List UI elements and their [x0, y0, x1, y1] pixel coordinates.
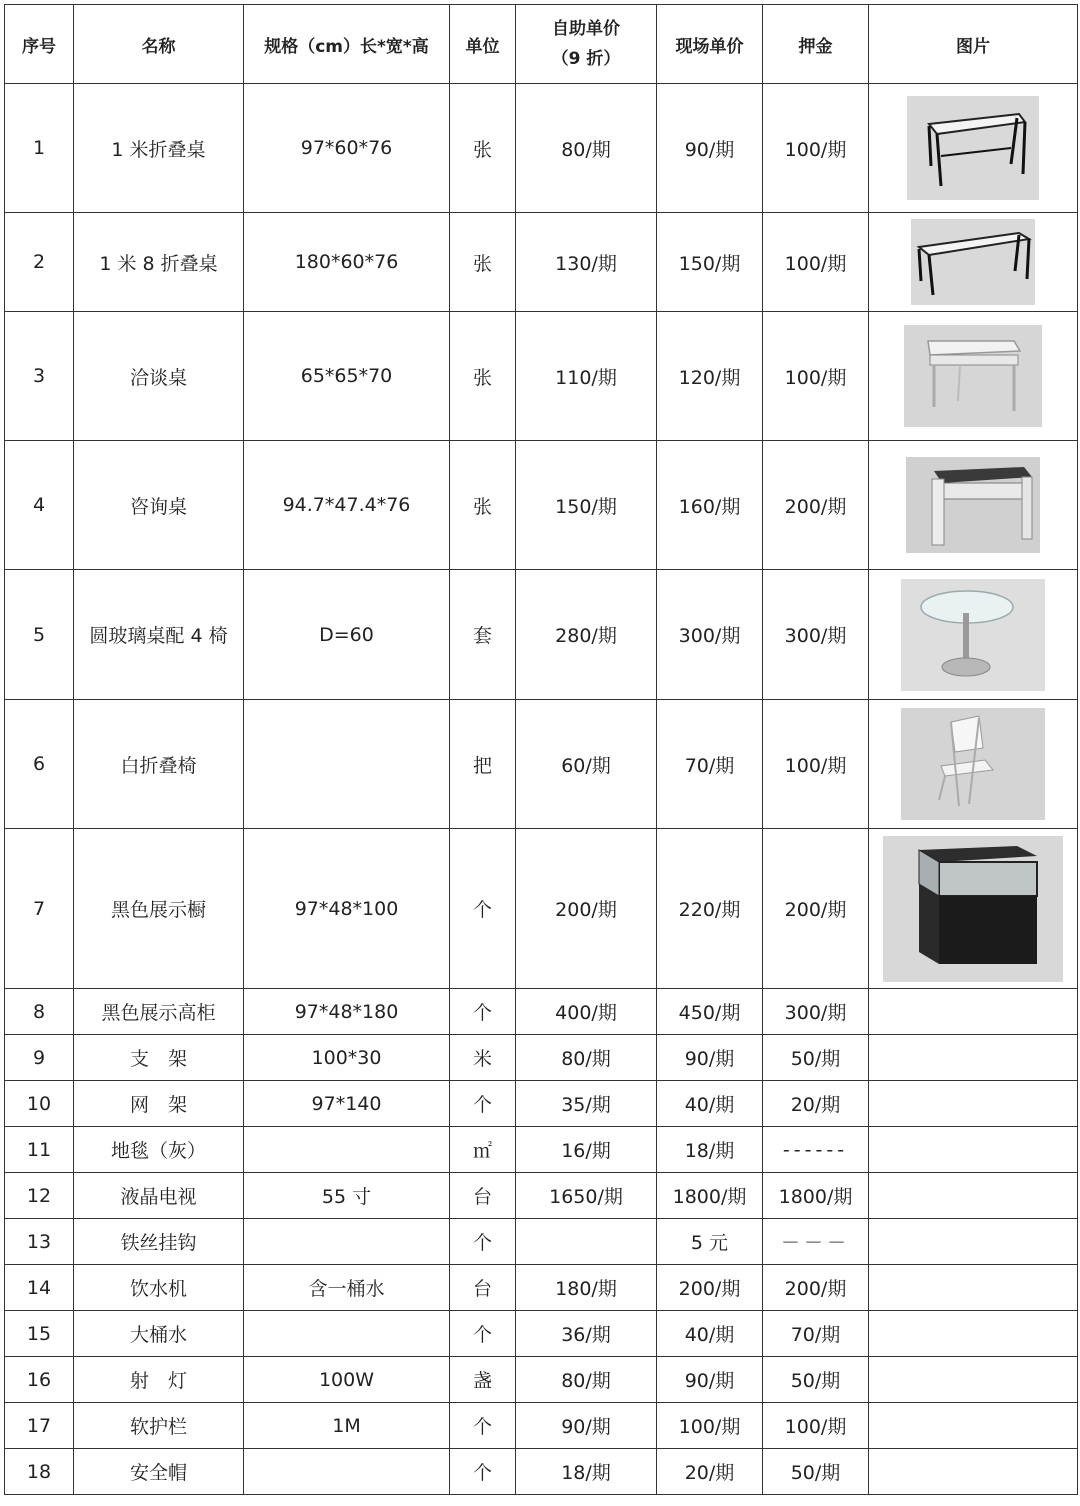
cell-unit: 套 [450, 570, 516, 700]
cell-no: 6 [5, 700, 74, 829]
cell-name: 饮水机 [74, 1265, 244, 1311]
cell-unit: 张 [450, 84, 516, 213]
cell-deposit: 100/期 [763, 213, 869, 312]
header-name: 名称 [74, 5, 244, 84]
cell-deposit: 50/期 [763, 1035, 869, 1081]
cell-onsite-price: 40/期 [657, 1311, 763, 1357]
cell-unit: 个 [450, 829, 516, 989]
cell-unit: 台 [450, 1265, 516, 1311]
cell-onsite-price: 450/期 [657, 989, 763, 1035]
cell-spec: 1M [244, 1403, 450, 1449]
table-row [5, 570, 1078, 700]
cell-no: 9 [5, 1035, 74, 1081]
cell-deposit: 300/期 [763, 570, 869, 700]
round-glass-table-image [901, 579, 1045, 691]
cell-spec [244, 700, 450, 829]
cell-no: 14 [5, 1265, 74, 1311]
cell-spec: 97*60*76 [244, 84, 450, 213]
header-row [5, 5, 1078, 84]
cell-no: 16 [5, 1357, 74, 1403]
header-deposit: 押金 [763, 5, 869, 84]
header-image: 图片 [869, 5, 1078, 84]
cell-onsite-price: 150/期 [657, 213, 763, 312]
cell-onsite-price: 220/期 [657, 829, 763, 989]
cell-self-price: 80/期 [516, 1035, 657, 1081]
cell-no: 8 [5, 989, 74, 1035]
price-table [4, 4, 1078, 1495]
cell-unit: 张 [450, 441, 516, 570]
cell-image [869, 1173, 1078, 1219]
cell-spec: 180*60*76 [244, 213, 450, 312]
cell-onsite-price: 5 元 [657, 1219, 763, 1265]
cell-onsite-price: 20/期 [657, 1449, 763, 1495]
table-row [5, 1127, 1078, 1173]
cell-deposit: 100/期 [763, 700, 869, 829]
table-row [5, 213, 1078, 312]
cell-no: 5 [5, 570, 74, 700]
cell-image [869, 1081, 1078, 1127]
header-unit: 单位 [450, 5, 516, 84]
table-row [5, 1357, 1078, 1403]
cell-spec [244, 1311, 450, 1357]
table-row [5, 829, 1078, 989]
cell-image [869, 700, 1078, 829]
cell-self-price: 1650/期 [516, 1173, 657, 1219]
cell-name: 液晶电视 [74, 1173, 244, 1219]
cell-deposit: 200/期 [763, 1265, 869, 1311]
cell-deposit: 50/期 [763, 1449, 869, 1495]
cell-self-price: 18/期 [516, 1449, 657, 1495]
table-row [5, 1311, 1078, 1357]
cell-self-price: 150/期 [516, 441, 657, 570]
folding-table-1-8m-image [911, 219, 1035, 305]
cell-unit: 个 [450, 1403, 516, 1449]
header-self-price [516, 5, 657, 84]
cell-image [869, 1357, 1078, 1403]
cell-no: 18 [5, 1449, 74, 1495]
table-row [5, 1219, 1078, 1265]
cell-no: 1 [5, 84, 74, 213]
cell-spec: 97*48*100 [244, 829, 450, 989]
header-self-price-line1: 自助单价 [552, 19, 620, 39]
cell-image [869, 1035, 1078, 1081]
cell-no: 15 [5, 1311, 74, 1357]
cell-unit: 个 [450, 1219, 516, 1265]
cell-self-price: 80/期 [516, 84, 657, 213]
cell-onsite-price: 100/期 [657, 1403, 763, 1449]
cell-name: 洽谈桌 [74, 312, 244, 441]
negotiation-table-image [904, 325, 1042, 427]
cell-self-price: 16/期 [516, 1127, 657, 1173]
cell-name: 软护栏 [74, 1403, 244, 1449]
cell-deposit: 200/期 [763, 829, 869, 989]
cell-image [869, 570, 1078, 700]
cell-onsite-price: 160/期 [657, 441, 763, 570]
cell-deposit: 20/期 [763, 1081, 869, 1127]
cell-deposit: 100/期 [763, 312, 869, 441]
cell-name: 地毯（灰） [74, 1127, 244, 1173]
cell-self-price: 60/期 [516, 700, 657, 829]
cell-spec: 55 寸 [244, 1173, 450, 1219]
cell-onsite-price: 200/期 [657, 1265, 763, 1311]
table-body [5, 84, 1078, 1495]
cell-deposit: 300/期 [763, 989, 869, 1035]
cell-image [869, 441, 1078, 570]
cell-deposit: 100/期 [763, 1403, 869, 1449]
cell-name: 铁丝挂钩 [74, 1219, 244, 1265]
cell-onsite-price: 90/期 [657, 1035, 763, 1081]
header-self-price-line2: （9 折） [551, 49, 621, 69]
cell-self-price: 36/期 [516, 1311, 657, 1357]
cell-unit: 张 [450, 312, 516, 441]
cell-deposit: 200/期 [763, 441, 869, 570]
cell-spec [244, 1219, 450, 1265]
cell-name: 网 架 [74, 1081, 244, 1127]
table-row [5, 989, 1078, 1035]
table-row [5, 1449, 1078, 1495]
cell-self-price: 130/期 [516, 213, 657, 312]
table-row [5, 1403, 1078, 1449]
cell-unit: 盏 [450, 1357, 516, 1403]
cell-deposit: －－－ [763, 1219, 869, 1265]
cell-unit: 个 [450, 989, 516, 1035]
cell-image [869, 84, 1078, 213]
consultation-desk-image [906, 457, 1040, 553]
cell-deposit: ------ [763, 1127, 869, 1173]
cell-image [869, 312, 1078, 441]
cell-onsite-price: 90/期 [657, 1357, 763, 1403]
cell-name: 咨询桌 [74, 441, 244, 570]
cell-self-price: 90/期 [516, 1403, 657, 1449]
cell-image [869, 1311, 1078, 1357]
cell-spec [244, 1449, 450, 1495]
table-row [5, 1035, 1078, 1081]
cell-spec: 100W [244, 1357, 450, 1403]
cell-no: 4 [5, 441, 74, 570]
cell-unit: 台 [450, 1173, 516, 1219]
header-spec: 规格（cm）长*宽*高 [244, 5, 450, 84]
cell-image [869, 1403, 1078, 1449]
table-row [5, 700, 1078, 829]
cell-no: 2 [5, 213, 74, 312]
cell-deposit: 1800/期 [763, 1173, 869, 1219]
cell-name: 安全帽 [74, 1449, 244, 1495]
cell-spec: 含一桶水 [244, 1265, 450, 1311]
cell-deposit: 70/期 [763, 1311, 869, 1357]
folding-table-1m-image [907, 96, 1039, 200]
black-display-case-image [883, 836, 1063, 982]
table-row [5, 1173, 1078, 1219]
header-no: 序号 [5, 5, 74, 84]
cell-deposit: 50/期 [763, 1357, 869, 1403]
cell-onsite-price: 18/期 [657, 1127, 763, 1173]
cell-image [869, 989, 1078, 1035]
cell-image [869, 213, 1078, 312]
cell-name: 支 架 [74, 1035, 244, 1081]
cell-self-price: 35/期 [516, 1081, 657, 1127]
cell-image [869, 1127, 1078, 1173]
cell-no: 11 [5, 1127, 74, 1173]
cell-image [869, 1219, 1078, 1265]
cell-name: 白折叠椅 [74, 700, 244, 829]
cell-no: 7 [5, 829, 74, 989]
cell-no: 10 [5, 1081, 74, 1127]
cell-no: 17 [5, 1403, 74, 1449]
cell-unit: 米 [450, 1035, 516, 1081]
cell-name: 大桶水 [74, 1311, 244, 1357]
cell-unit: ㎡ [450, 1127, 516, 1173]
cell-name: 1 米折叠桌 [74, 84, 244, 213]
cell-onsite-price: 1800/期 [657, 1173, 763, 1219]
cell-spec: 100*30 [244, 1035, 450, 1081]
cell-onsite-price: 90/期 [657, 84, 763, 213]
cell-self-price: 80/期 [516, 1357, 657, 1403]
cell-self-price: 180/期 [516, 1265, 657, 1311]
white-folding-chair-image [901, 708, 1045, 820]
cell-name: 黑色展示高柜 [74, 989, 244, 1035]
cell-name: 圆玻璃桌配 4 椅 [74, 570, 244, 700]
table-row [5, 312, 1078, 441]
table-row [5, 84, 1078, 213]
cell-image [869, 829, 1078, 989]
cell-self-price [516, 1219, 657, 1265]
cell-onsite-price: 40/期 [657, 1081, 763, 1127]
cell-self-price: 110/期 [516, 312, 657, 441]
cell-no: 13 [5, 1219, 74, 1265]
cell-name: 黑色展示橱 [74, 829, 244, 989]
cell-spec [244, 1127, 450, 1173]
cell-unit: 把 [450, 700, 516, 829]
cell-self-price: 200/期 [516, 829, 657, 989]
cell-deposit: 100/期 [763, 84, 869, 213]
cell-no: 3 [5, 312, 74, 441]
cell-spec: 97*48*180 [244, 989, 450, 1035]
cell-onsite-price: 70/期 [657, 700, 763, 829]
cell-self-price: 280/期 [516, 570, 657, 700]
cell-unit: 个 [450, 1449, 516, 1495]
table-row [5, 1081, 1078, 1127]
cell-name: 1 米 8 折叠桌 [74, 213, 244, 312]
cell-onsite-price: 120/期 [657, 312, 763, 441]
cell-spec: 97*140 [244, 1081, 450, 1127]
cell-no: 12 [5, 1173, 74, 1219]
cell-spec: 94.7*47.4*76 [244, 441, 450, 570]
cell-spec: 65*65*70 [244, 312, 450, 441]
cell-unit: 个 [450, 1081, 516, 1127]
cell-name: 射 灯 [74, 1357, 244, 1403]
cell-spec: D=60 [244, 570, 450, 700]
cell-unit: 个 [450, 1311, 516, 1357]
table-row [5, 1265, 1078, 1311]
table-row [5, 441, 1078, 570]
cell-image [869, 1265, 1078, 1311]
cell-unit: 张 [450, 213, 516, 312]
cell-self-price: 400/期 [516, 989, 657, 1035]
cell-image [869, 1449, 1078, 1495]
header-onsite-price: 现场单价 [657, 5, 763, 84]
cell-onsite-price: 300/期 [657, 570, 763, 700]
